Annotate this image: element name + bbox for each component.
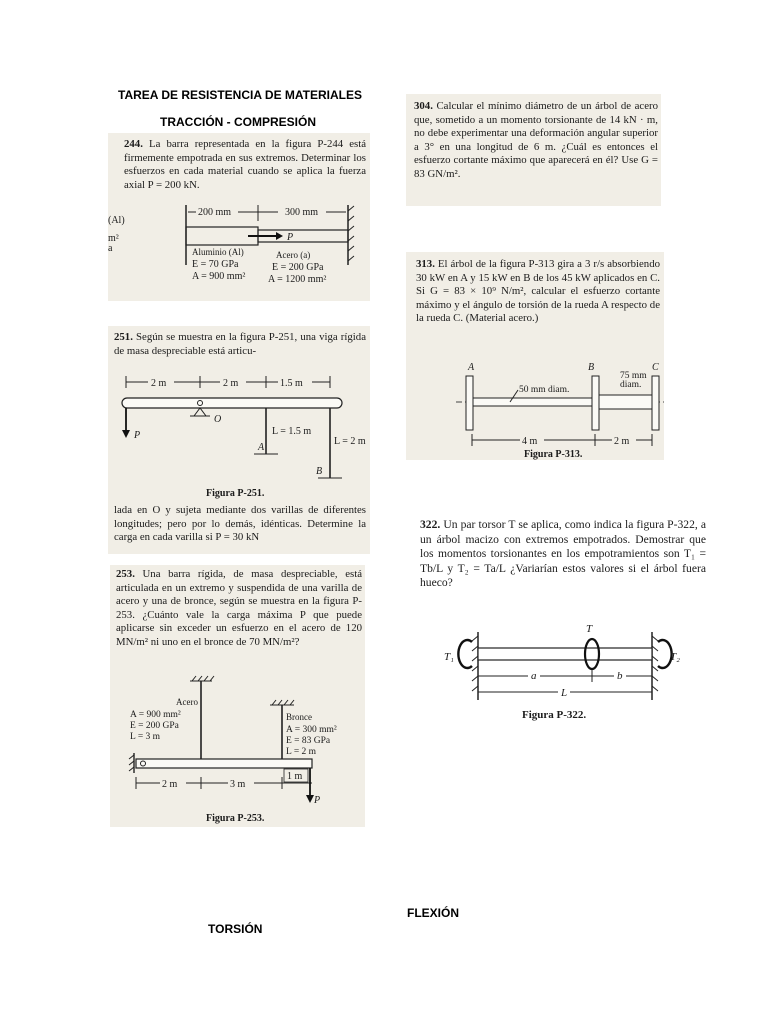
- ceiling-hatch: [272, 700, 294, 705]
- wheel-c: [652, 376, 659, 430]
- wheel-c-label: C: [652, 362, 659, 373]
- wheel-a-label: A: [468, 362, 475, 373]
- steel-modulus: E = 200 GPa: [130, 721, 179, 731]
- dim-200mm: 200 mm: [198, 207, 232, 218]
- shaft-50mm: [472, 398, 594, 406]
- solid-shaft: [478, 648, 652, 660]
- dim-2m-first: 2 m: [151, 378, 167, 389]
- figure-p244: [108, 201, 370, 301]
- problem-253-text: 253. Una barra rígida, de masa despreciable, está articulada en un extremo y suspendida de una varilla de acero y una de bronce, según se muestra en la figura P-253. ¿Cuánto vale la carga máxima P que puede aplicarse sin exceder un esfuerzo en el acero de 120 MN/m² ni uno en el bronce de 70 MN/m²?: [116, 568, 362, 648]
- rod-b-length: L = 2 m: [334, 436, 366, 447]
- problem-322-text: 322. Un par torsor T se aplica, como indica la figura P-322, a un árbol macizo con extremos empotrados. Demostrar que los momentos torsionantes en los empotramientos son T₁ = Tb/L y T₂ = Ta/L ¿Variarían estos valores si el árbol fuera hueco?: [420, 518, 706, 590]
- problem-number: 313.: [416, 258, 435, 270]
- steel-area: A = 1200 mm²: [268, 274, 327, 285]
- cut-label-a: a: [108, 243, 113, 254]
- cut-label-m2: m²: [108, 233, 119, 244]
- bronze-area: A = 300 mm²: [286, 725, 337, 735]
- figure-p322: [414, 618, 710, 728]
- figure-caption: Figura P-313.: [524, 449, 583, 460]
- figure-p313: [406, 358, 664, 460]
- problem-313-scan: [406, 252, 664, 460]
- figure-caption: Figura P-253.: [206, 813, 265, 824]
- al-area: A = 900 mm²: [192, 271, 246, 282]
- figure-p253: [110, 673, 365, 827]
- problem-313-text: 313. El árbol de la figura P-313 gira a 3 r/s absorbiendo 30 kW en A y 15 kW en B de los 45 kW aplicados en C. Si G = 83 × 10⁹ N/m², calcular el esfuerzo cortante máximo y el ángulo de torsión de la rueda A respecto de la rueda C. (Material acero.): [416, 258, 660, 325]
- problem-253-scan: [110, 565, 365, 827]
- problem-304-text: 304. Calcular el mínimo diámetro de un árbol de acero que, sometido a un momento torsionante de 14 kN · m, no debe experimentar una deformación angular superior a 3° en una longitud de 6 m. ¿Cuál es entonces el esfuerzo cortante máximo que aparecerá en él? Use G = 83 GN/m².: [414, 100, 658, 180]
- dim-1m: 1 m: [287, 771, 303, 782]
- dim-2m: 2 m: [614, 436, 630, 447]
- dim-300mm: 300 mm: [285, 207, 319, 218]
- load-label: P: [287, 232, 294, 243]
- problem-251-text-top: 251. Según se muestra en la figura P-251, una viga rígida de masa despreciable está articu-: [114, 331, 366, 357]
- problem-251-scan: [108, 326, 370, 554]
- diameter-75mm-unit: diam.: [620, 380, 642, 390]
- diameter-75mm: 75 mm: [620, 371, 647, 381]
- rod-a-label: A: [258, 442, 265, 453]
- dim-4m: 4 m: [522, 436, 538, 447]
- diameter-50mm: 50 mm diam.: [519, 385, 570, 395]
- wheel-b-label: B: [588, 362, 595, 373]
- al-name: Aluminio (Al): [192, 247, 244, 257]
- torque-t2-label: T₂: [670, 651, 680, 663]
- figure-caption: Figura P-251.: [206, 488, 265, 499]
- bronze-modulus: E = 83 GPa: [286, 736, 331, 746]
- right-wall-hatch: [348, 206, 354, 261]
- left-wall-hatch: [472, 636, 478, 691]
- wheel-a: [466, 376, 473, 430]
- dim-b: b: [617, 670, 623, 682]
- load-label: P: [314, 795, 321, 806]
- right-wall-hatch: [652, 636, 658, 691]
- figure-caption: Figura P-322.: [522, 709, 587, 721]
- aluminium-bar: [186, 227, 258, 245]
- problem-number: 251.: [114, 331, 133, 343]
- load-label: P: [134, 430, 141, 441]
- dim-2m-second: 2 m: [223, 378, 239, 389]
- problem-number: 253.: [116, 568, 135, 580]
- cut-label-al: (Al): [108, 215, 125, 226]
- problem-244-scan: [108, 133, 370, 301]
- steel-modulus: E = 200 GPa: [272, 262, 324, 273]
- figure-p251: [108, 370, 370, 500]
- shaft-75mm: [598, 395, 652, 409]
- rigid-beam: [122, 398, 342, 408]
- pin-label: O: [214, 414, 222, 425]
- rod-a-length: L = 1.5 m: [272, 426, 312, 437]
- load-arrowhead: [276, 232, 283, 240]
- problem-304-scan: [406, 94, 661, 206]
- problem-251-text-bottom: lada en O y sujeta mediante dos varillas de diferentes longitudes; pero por lo demás, idénticas. Determine la carga en cada varilla si P = 30 kN: [114, 504, 366, 544]
- steel-length: L = 3 m: [130, 732, 161, 742]
- dim-1-5m: 1.5 m: [280, 378, 303, 389]
- problem-244-text: 244. La barra representada en la figura P-244 está firmemente empotrada en sus extremos. Determinar los esfuerzos en cada material cuando se aplica la fuerza axial P = 200 kN.: [124, 138, 366, 191]
- problem-322-scan: [414, 514, 710, 728]
- applied-torque-label: T: [586, 623, 593, 635]
- bronze-length: L = 2 m: [286, 747, 317, 757]
- problem-number: 322.: [420, 518, 441, 531]
- problem-number: 304.: [414, 100, 433, 112]
- section-heading-flexion: FLEXIÓN: [407, 906, 460, 920]
- bronze-name: Bronce: [286, 712, 312, 722]
- wheel-b: [592, 376, 599, 430]
- rigid-bar: [136, 759, 312, 768]
- load-arrowhead: [122, 430, 130, 438]
- steel-area: A = 900 mm²: [130, 710, 181, 720]
- wall-hatch: [129, 755, 134, 771]
- section-heading-torsion: TORSIÓN: [208, 922, 263, 936]
- pin-support: [194, 408, 206, 416]
- al-modulus: E = 70 GPa: [192, 259, 239, 270]
- dim-2m: 2 m: [162, 779, 178, 790]
- ceiling-hatch: [192, 676, 214, 681]
- torque-t1-icon: [458, 640, 472, 668]
- steel-name: Acero (a): [276, 250, 311, 260]
- problem-number: 244.: [124, 138, 143, 150]
- dim-a: a: [531, 670, 537, 682]
- section-heading-traccion: TRACCIÓN - COMPRESIÓN: [160, 115, 316, 129]
- rod-b-label: B: [316, 466, 323, 477]
- torque-t1-label: T₁: [444, 651, 454, 663]
- dim-3m: 3 m: [230, 779, 246, 790]
- dim-l: L: [561, 687, 568, 699]
- steel-name: Acero: [176, 697, 198, 707]
- document-title: TAREA DE RESISTENCIA DE MATERIALES: [118, 88, 363, 102]
- load-arrowhead: [306, 795, 314, 803]
